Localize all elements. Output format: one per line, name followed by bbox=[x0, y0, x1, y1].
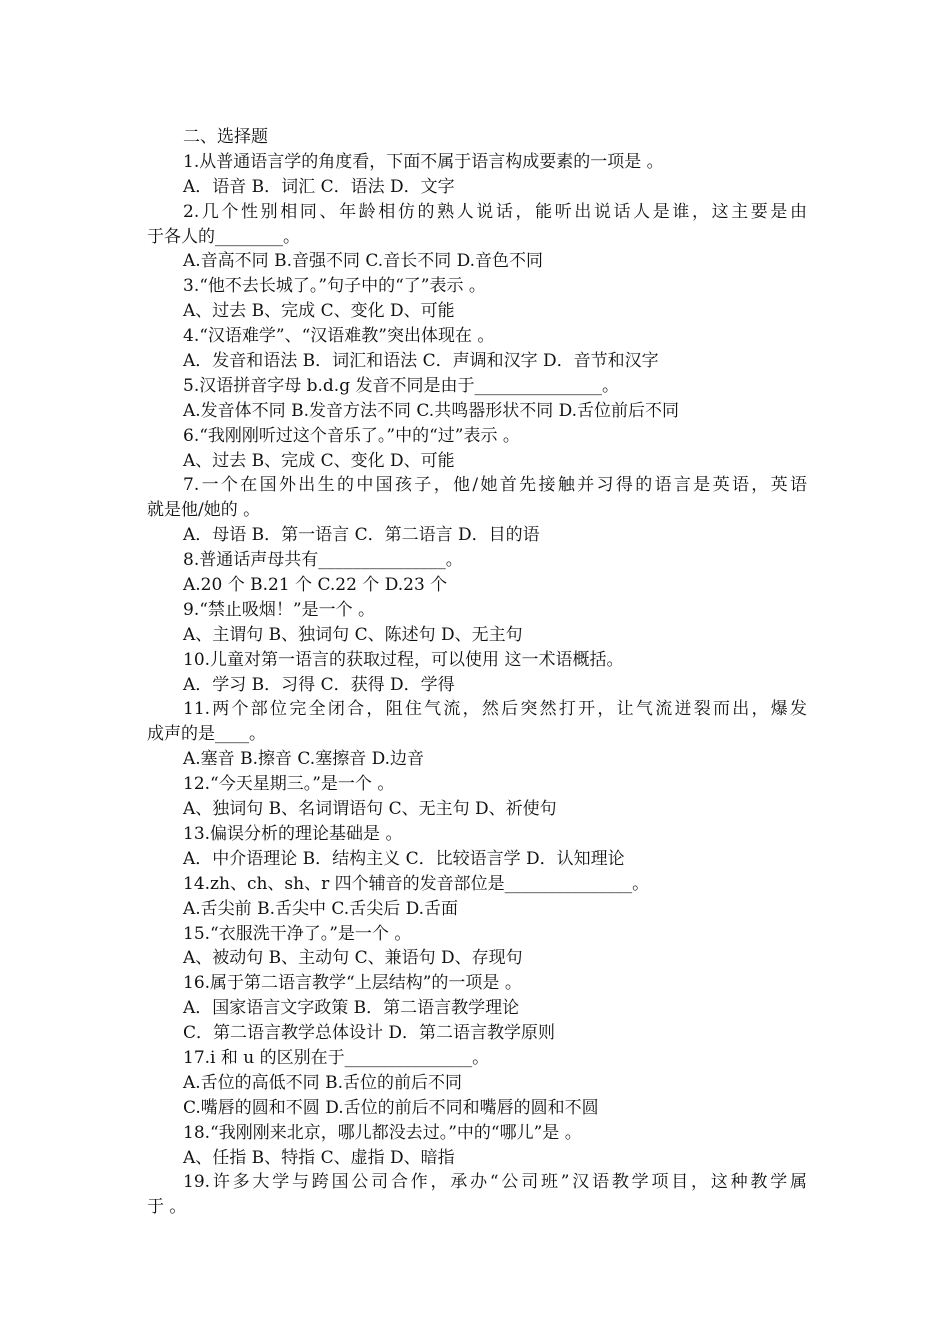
question-lines bbox=[147, 150, 807, 1220]
text-line: 18.“我刚刚来北京，哪儿都没去过。”中的“哪儿”是 。 bbox=[183, 1122, 582, 1143]
text-line: 成声的是____。 bbox=[147, 724, 266, 745]
text-line: 11.两个部位完全闭合，阻住气流，然后突然打开，让气流迸裂而出，爆发 bbox=[183, 699, 807, 720]
text-line: A．学习 B．习得 C．获得 D．学得 bbox=[183, 674, 455, 695]
text-line: C．第二语言教学总体设计 D．第二语言教学原则 bbox=[183, 1023, 556, 1044]
text-line: A、独词句 B、名词谓语句 C、无主句 D、祈使句 bbox=[183, 799, 557, 820]
text-line: 16.属于第二语言教学“上层结构”的一项是 。 bbox=[183, 973, 522, 994]
text-line: 于 。 bbox=[147, 1197, 187, 1218]
text-line: A．国家语言文字政策 B．第二语言教学理论 bbox=[183, 998, 520, 1019]
text-line: A、被动句 B、主动句 C、兼语句 D、存现句 bbox=[183, 948, 523, 969]
text-line: 12.“今天星期三。”是一个 。 bbox=[183, 774, 395, 795]
text-line: 13.偏误分析的理论基础是 。 bbox=[183, 823, 403, 844]
text-line: A.音高不同 B.音强不同 C.音长不同 D.音色不同 bbox=[183, 251, 544, 272]
text-line: A．语音 B．词汇 C．语法 D．文字 bbox=[183, 176, 455, 197]
text-line: 7.一个在国外出生的中国孩子，他/她首先接触并习得的语言是英语，英语 bbox=[183, 475, 807, 496]
text-line: C.嘴唇的圆和不圆 D.舌位的前后不同和嘴唇的圆和不圆 bbox=[183, 1097, 599, 1118]
text-line: 2.几个性别相同、年龄相仿的熟人说话，能听出说话人是谁，这主要是由 bbox=[183, 201, 807, 222]
text-line: 1.从普通语言学的角度看，下面不属于语言构成要素的一项是 。 bbox=[183, 151, 664, 172]
text-line: A．中介语理论 B．结构主义 C．比较语言学 D．认知理论 bbox=[183, 848, 625, 869]
text-line: A.塞音 B.擦音 C.塞擦音 D.边音 bbox=[183, 749, 425, 770]
text-line: A．母语 B．第一语言 C．第二语言 D．目的语 bbox=[183, 525, 540, 546]
text-line: A、过去 B、完成 C、变化 D、可能 bbox=[183, 301, 455, 322]
text-line: 8.普通话声母共有_______________。 bbox=[183, 550, 463, 571]
text-line: A、任指 B、特指 C、虚指 D、暗指 bbox=[183, 1147, 455, 1168]
text-line: 6.“我刚刚听过这个音乐了。”中的“过”表示 。 bbox=[183, 425, 520, 446]
text-line: 14.zh、ch、sh、r 四个辅音的发音部位是_______________。 bbox=[183, 873, 650, 894]
text-line: 19.许多大学与跨国公司合作，承办“公司班”汉语教学项目，这种教学属 bbox=[183, 1172, 807, 1193]
text-line: A、主谓句 B、独词句 C、陈述句 D、无主句 bbox=[183, 624, 523, 645]
text-line: 15.“衣服洗干净了。”是一个 。 bbox=[183, 923, 412, 944]
text-line: 于各人的________。 bbox=[147, 226, 300, 247]
text-line: A、过去 B、完成 C、变化 D、可能 bbox=[183, 450, 455, 471]
text-line: 4.“汉语难学”、“汉语难教”突出体现在 。 bbox=[183, 326, 495, 347]
text-line: 17.i 和 u 的区别在于_______________。 bbox=[183, 1047, 490, 1068]
question-section bbox=[147, 125, 807, 1220]
text-line: A.舌尖前 B.舌尖中 C.舌尖后 D.舌面 bbox=[183, 898, 459, 919]
text-line: 5.汉语拼音字母 b.d.g 发音不同是由于_______________。 bbox=[183, 375, 619, 396]
text-line: 就是他/她的 。 bbox=[147, 500, 261, 521]
text-line: 9.“禁止吸烟！”是一个 。 bbox=[183, 599, 376, 620]
text-line: A.舌位的高低不同 B.舌位的前后不同 bbox=[183, 1072, 462, 1093]
text-line: A.发音体不同 B.发音方法不同 C.共鸣器形状不同 D.舌位前后不同 bbox=[183, 400, 680, 421]
text-line: A.20 个 B.21 个 C.22 个 D.23 个 bbox=[183, 575, 448, 596]
section-title: 二、选择题 bbox=[183, 127, 268, 147]
text-line: 10.儿童对第一语言的获取过程，可以使用 这一术语概括。 bbox=[183, 649, 624, 670]
text-line: A．发音和语法 B．词汇和语法 C．声调和汉字 D．音节和汉字 bbox=[183, 351, 659, 372]
text-line: 3.“他不去长城了。”句子中的“了”表示 。 bbox=[183, 276, 486, 297]
